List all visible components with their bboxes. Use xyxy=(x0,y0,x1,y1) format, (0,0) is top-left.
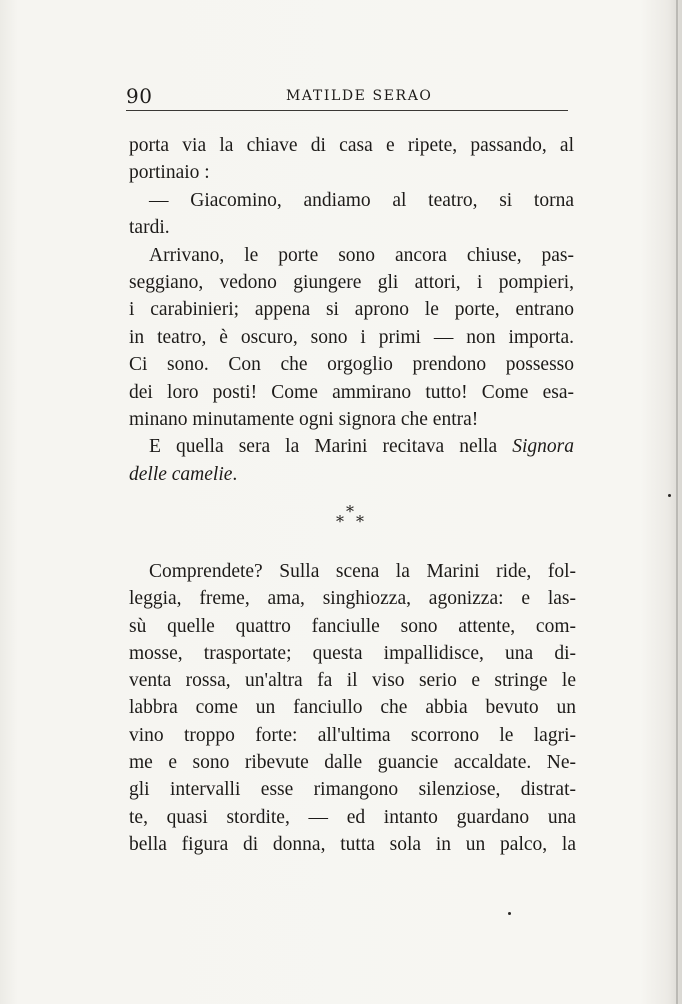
text-line: in teatro, è oscuro, sono i primi — non importa. xyxy=(129,326,574,348)
text-line: leggia, freme, ama, singhiozza, agonizza: e las- xyxy=(129,588,576,610)
text-line: i carabinieri; appena si aprono le porte, entrano xyxy=(129,299,574,321)
text-line: porta via la chiave di casa e ripete, passando, al xyxy=(129,135,574,156)
text-line xyxy=(129,433,574,460)
text-span: . xyxy=(232,463,238,485)
italic-title-part: Signora xyxy=(512,436,574,458)
text-span: E quella sera la Marini recitava nella xyxy=(149,436,498,458)
running-head: MATILDE SERAO xyxy=(286,88,433,104)
text-line: seggiano, vedono giungere gli attori, i pompieri, xyxy=(129,271,574,293)
text-line: venta rossa, un'altra fa il viso serio e stringe le xyxy=(129,670,576,692)
body-text-upper xyxy=(129,132,574,488)
text-line: Ci sono. Con che orgoglio prendono possesso xyxy=(129,354,574,376)
page-edge-shadow xyxy=(676,0,678,1004)
italic-title-part: delle camelie xyxy=(129,463,233,485)
asterism-star: * xyxy=(356,512,364,531)
print-speck xyxy=(668,494,671,497)
text-line: dei loro posti! Come ammirano tutto! Come esa- xyxy=(129,381,574,403)
text-line: Arrivano, le porte sono ancora chiuse, pas- xyxy=(149,244,574,266)
asterism-star: * xyxy=(346,502,354,521)
text-line: portinaio : xyxy=(129,162,210,184)
text-line: Comprendete? Sulla scena la Marini ride, fol- xyxy=(149,561,576,582)
text-line: bella figura di donna, tutta sola in un palco, la xyxy=(129,833,576,855)
body-text-lower xyxy=(129,558,576,858)
text-line: minano minutamente ogni signora che entra! xyxy=(129,408,479,430)
text-line: me e sono ribevute dalle guancie accaldate. Ne- xyxy=(129,752,576,774)
text-line: labbra come un fanciullo che abbia bevuto un xyxy=(129,697,576,719)
text-line: sù quelle quattro fanciulle sono attente, com- xyxy=(129,615,576,637)
text-line: — Giacomino, andiamo al teatro, si torna xyxy=(149,189,574,211)
text-line: te, quasi stordite, — ed intanto guardano una xyxy=(129,806,576,828)
page-header xyxy=(126,84,568,110)
text-line xyxy=(129,461,574,488)
print-speck xyxy=(508,912,511,915)
text-line: gli intervalli esse rimangono silenziose, distrat- xyxy=(129,779,576,801)
page-number: 90 xyxy=(126,84,153,108)
section-asterism xyxy=(333,502,373,536)
text-line: mosse, trasportate; questa impallidisce, una di- xyxy=(129,642,576,664)
header-rule xyxy=(126,110,568,111)
text-line: tardi. xyxy=(129,217,170,239)
text-line: vino troppo forte: all'ultima scorrono le lagri- xyxy=(129,724,576,746)
asterism-star: * xyxy=(336,512,344,531)
